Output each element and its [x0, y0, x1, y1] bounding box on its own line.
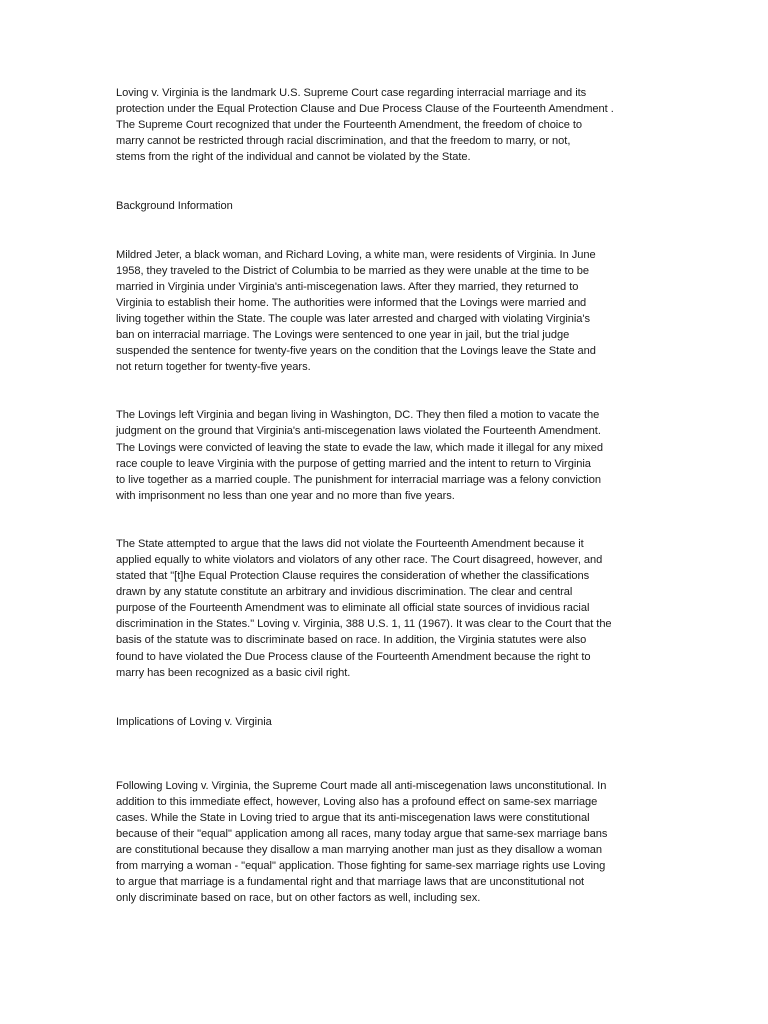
background-paragraph-2: The Lovings left Virginia and began living in Washington, DC. They then filed a motion to vacate the judgment on the ground that Virginia's anti-miscegenation laws violated the Fourteenth Amendment. The Lovings were convicted of leaving the state to evade the law, which made it illegal for any mixed race couple to leave Virginia with the purpose of getting married and the intent to return to Virginia to live together as a married couple. The punishment for interracial marriage was a felony conviction with imprisonment no less than one year and no more than five years.	[116, 409, 604, 502]
background-paragraph-1: Mildred Jeter, a black woman, and Richard Loving, a white man, were residents of Virginia. In June 1958, they traveled to the District of Columbia to be married as they were unable at the time to be married in Virginia under Virginia's anti-miscegenation laws. After they married, they returned to Virginia to establish their home. The authorities were informed that the Lovings were married and living together within the State. The couple was later arrested and charged with violating Virginia's ban on interracial marriage. The Lovings were sentenced to one year in jail, but the trial judge suspended the sentence for twenty-five years on the condition that the Lovings leave the State and not return together for twenty-five years.	[116, 248, 596, 374]
document-body	[116, 85, 656, 907]
background-paragraph-3: The State attempted to argue that the laws did not violate the Fourteenth Amendment because it applied equally to white violators and violators of any other race. The Court disagreed, however, and stated that "[t]he Equal Protection Clause requires the consideration of whether the classifications drawn by any statute constitute an arbitrary and invidious discrimination. The clear and central purpose of the Fourteenth Amendment was to eliminate all official state sources of invidious racial discrimination in the States." Loving v. Virginia, 388 U.S. 1, 11 (1967). It was clear to the Court that the basis of the statute was to discriminate based on race. In addition, the Virginia statutes were also found to have violated the Due Process clause of the Fourteenth Amendment because the right to marry has been recognized as a basic civil right.	[116, 537, 612, 679]
implications-paragraph: Following Loving v. Virginia, the Supreme Court made all anti-miscegenation laws unconstitutional. In addition to this immediate effect, however, Loving also has a profound effect on same-sex marriage cases. While the State in Loving tried to argue that its anti-miscegenation laws were constitutional because of their "equal" application among all races, many today argue that same-sex marriage bans are constitutional because they disallow a man marrying another man just as they disallow a woman from marrying a woman - "equal" application. Those fighting for same-sex marriage rights use Loving to argue that marriage is a fundamental right and that marriage laws that are unconstitutional not only discriminate based on race, but on other factors as well, including sex.	[116, 779, 608, 905]
section-heading-implications: Implications of Loving v. Virginia	[116, 715, 272, 728]
section-heading-background: Background Information	[116, 200, 233, 213]
intro-paragraph: Loving v. Virginia is the landmark U.S. Supreme Court case regarding interracial marriage and its protection under the Equal Protection Clause and Due Process Clause of the Fourteenth Amendment . The Supreme Court recognized that under the Fourteenth Amendment, the freedom of choice to marry cannot be restricted through racial discrimination, and that the freedom to marry, or not, stems from the right of the individual and cannot be violated by the State.	[116, 87, 614, 164]
